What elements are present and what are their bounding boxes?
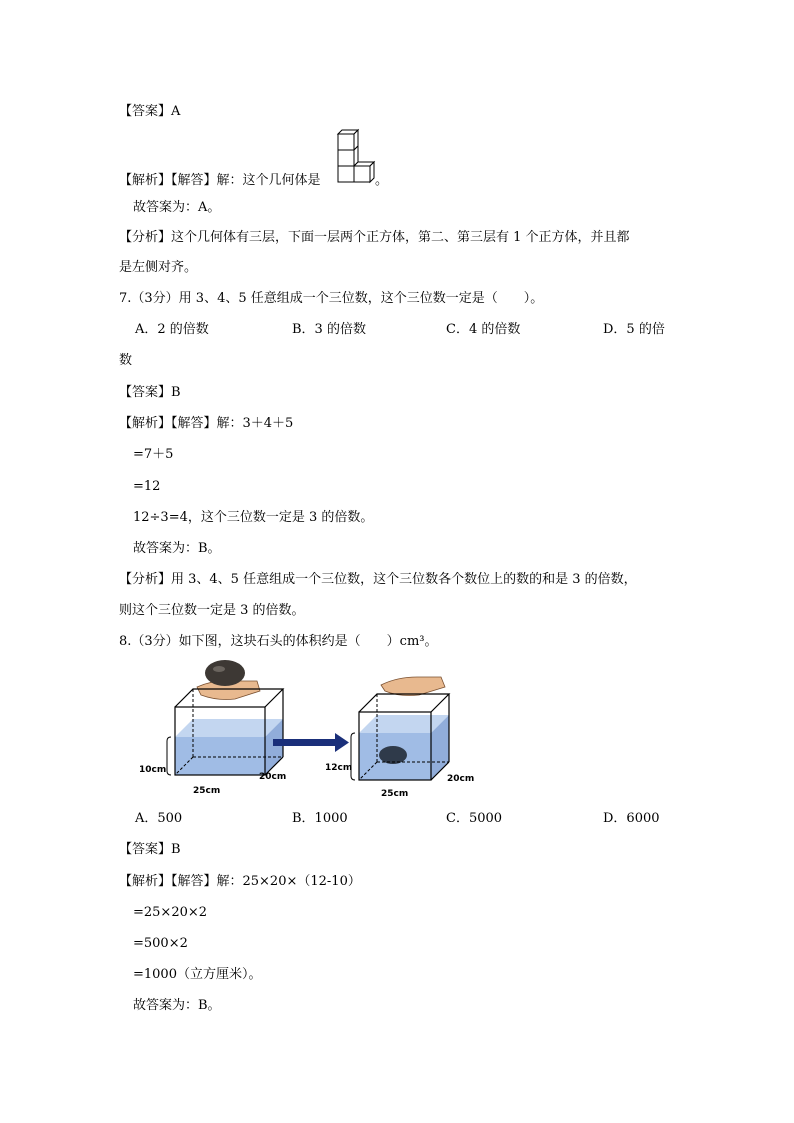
right-height-label: 12cm <box>325 763 353 773</box>
arrow-right-icon <box>273 733 349 752</box>
left-water <box>175 737 265 775</box>
q7-option-c: C．4 的倍数 <box>446 322 521 337</box>
q8-analysis: 【解析】【解答】解：25×20×（12-10） <box>119 874 361 889</box>
q8-stem: 8.（3分）如下图，这块石头的体积约是（ ）cm³。 <box>119 634 438 649</box>
q7-option-b: B．3 的倍数 <box>292 322 366 337</box>
q8-option-d: D．6000 <box>603 811 660 826</box>
q7-step2: =12 <box>133 479 161 494</box>
q8-step3: =1000（立方厘米）。 <box>133 967 262 982</box>
q7-conclusion: 故答案为：B。 <box>133 541 221 556</box>
q7-step1: =7＋5 <box>133 447 174 462</box>
right-length-label: 25cm <box>381 789 409 799</box>
q8-option-b: B．1000 <box>292 811 348 826</box>
q7-fenxi-line1: 【分析】用 3、4、5 任意组成一个三位数，这个三位数各个数位上的数的和是 3 的倍数， <box>119 572 637 587</box>
q8-step1: =25×20×2 <box>133 905 208 920</box>
hand-with-stone-icon <box>197 660 260 700</box>
water-tank-figure <box>135 655 480 805</box>
q8-conclusion: 故答案为：B。 <box>133 998 221 1013</box>
q7-option-d-wrap: 数 <box>119 353 133 368</box>
q8-option-a: A．500 <box>135 811 183 826</box>
q6-answer: 【答案】A <box>119 104 181 119</box>
q7-fenxi-line2: 则这个三位数一定是 3 的倍数。 <box>119 603 305 618</box>
q6-fenxi-line1: 【分析】这个几何体有三层，下面一层两个正方体，第二、第三层有 1 个正方体，并且都 <box>119 230 630 245</box>
q7-answer: 【答案】B <box>119 385 181 400</box>
right-depth-label: 20cm <box>447 774 475 784</box>
q8-answer: 【答案】B <box>119 842 181 857</box>
q6-analysis-prefix: 【解析】【解答】解：这个几何体是 <box>119 173 321 188</box>
q8-option-c: C．5000 <box>446 811 503 826</box>
empty-hand-icon <box>381 677 445 696</box>
q6-analysis-suffix: 。 <box>375 173 389 188</box>
right-tank <box>351 694 449 780</box>
q6-fenxi-line2: 是左侧对齐。 <box>119 260 198 275</box>
left-height-label: 10cm <box>139 765 167 775</box>
q7-step3: 12÷3=4，这个三位数一定是 3 的倍数。 <box>133 510 374 525</box>
q7-stem: 7.（3分）用 3、4、5 任意组成一个三位数，这个三位数一定是（ ）。 <box>119 291 544 306</box>
left-length-label: 25cm <box>193 786 221 796</box>
q7-analysis: 【解析】【解答】解：3＋4＋5 <box>119 416 294 431</box>
q7-option-a: A．2 的倍数 <box>135 322 209 337</box>
q6-conclusion: 故答案为：A。 <box>133 200 221 215</box>
submerged-stone <box>379 746 407 764</box>
q8-step2: =500×2 <box>133 936 188 951</box>
left-depth-label: 20cm <box>259 772 287 782</box>
left-tank <box>167 689 283 775</box>
q7-option-d: D．5 的倍 <box>603 322 665 337</box>
